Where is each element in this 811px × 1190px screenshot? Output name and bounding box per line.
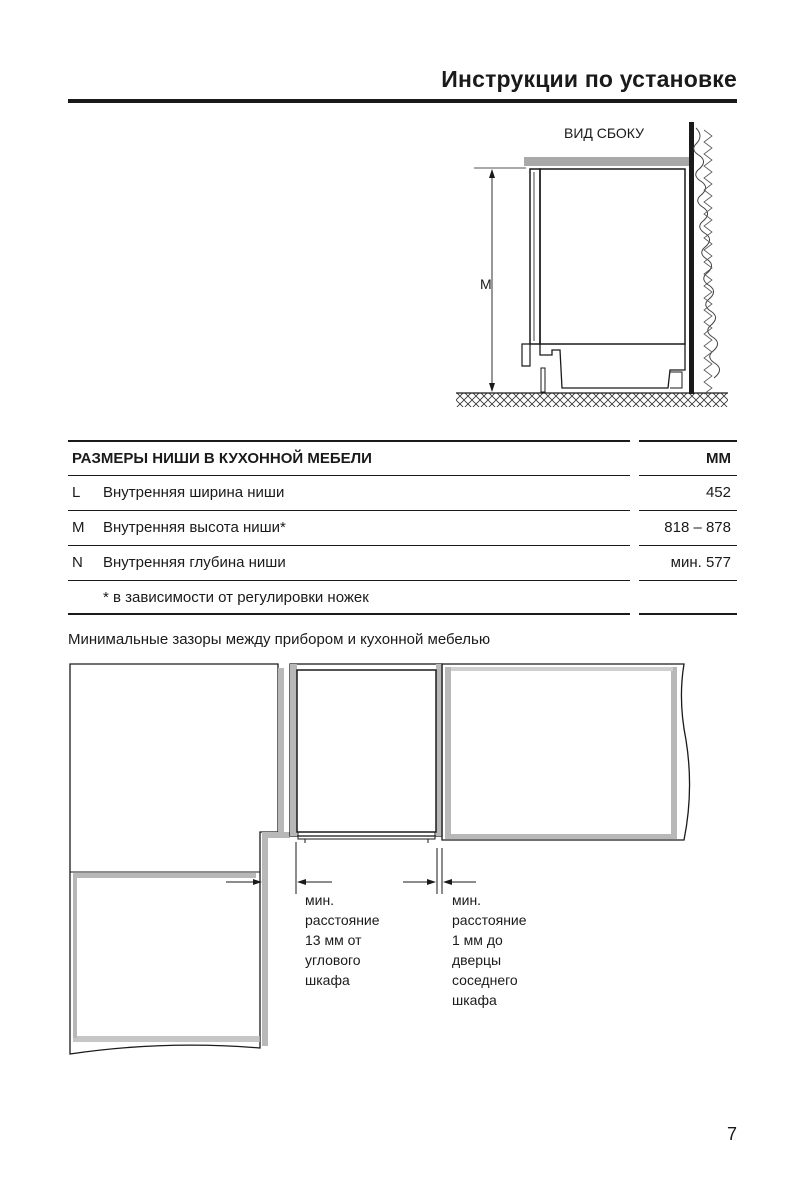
side-view-diagram (440, 115, 740, 415)
table-heading: РАЗМЕРЫ НИШИ В КУХОННОЙ МЕБЕЛИ (72, 450, 372, 467)
right-cabinet (442, 664, 690, 840)
row-l-value: 452 (705, 484, 731, 501)
table-bottom-rule (68, 613, 630, 615)
clearance-diagram (60, 655, 700, 1065)
page-title: Инструкции по установке (441, 66, 737, 92)
appliance-top-view (297, 670, 436, 832)
row-m-label: Внутренняя высота ниши* (103, 519, 286, 536)
table-footnote: * в зависимости от регулировки ножек (103, 589, 369, 606)
dimension-m-label: M (480, 276, 492, 292)
wall-texture (694, 128, 720, 378)
page-number: 7 (726, 1124, 737, 1144)
appliance-base (540, 344, 685, 388)
floor-hatch (456, 393, 728, 407)
clearance-note-corner: мин. расстояние 13 мм от углового шкафа (305, 892, 380, 988)
wall-line (689, 122, 694, 394)
row-n-label: Внутренняя глубина ниши (103, 554, 286, 571)
table-unit: MM (706, 450, 731, 467)
title-rule (68, 99, 737, 103)
clearance-caption: Минимальные зазоры между прибором и кухонной мебелью (68, 631, 491, 648)
clearance-note-door: мин. расстояние 1 мм до дверцы соседнего шкафа (452, 892, 527, 1008)
countertop (524, 157, 689, 166)
corner-cabinet (70, 664, 278, 1054)
side-view-label: ВИД СБОКУ (564, 125, 645, 141)
row-n-value: мин. 577 (670, 554, 731, 571)
row-m-code: M (72, 519, 85, 536)
row-l-label: Внутренняя ширина ниши (103, 484, 285, 501)
table-top-rule (68, 440, 630, 442)
row-n-code: N (72, 554, 83, 571)
appliance-door (530, 169, 540, 344)
appliance-body (540, 169, 685, 344)
row-m-value: 818 – 878 (664, 519, 731, 536)
row-l-code: L (72, 484, 81, 501)
